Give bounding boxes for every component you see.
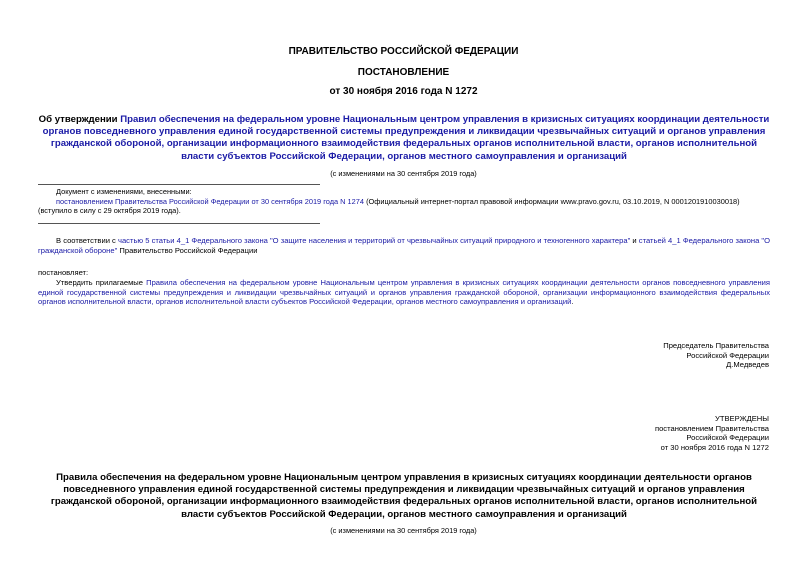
title-changes-note: (с изменениями на 30 сентября 2019 года)	[330, 169, 477, 178]
signature-position: Председатель Правительства	[663, 341, 769, 350]
title-rules-link[interactable]: Правил обеспечения на федеральном уровне Национальным центром управления в кризисных ситуациях координации деятельности органов повседневного управления единой государственной системы предупреждения и ликвидации чрезвычайных ситуаций и органов управления гражданской обороной, организации информационного взаимодействия федеральных органов исполнительной власти, органов исполнительной власти субъектов Российской Федерации, органов местного самоуправления и организаций	[42, 114, 770, 162]
document-date-number: от 30 ноября 2016 года N 1272	[329, 86, 478, 97]
approval-decree: постановлением Правительства	[654, 423, 769, 433]
signature-country: Российской Федерации	[686, 350, 769, 360]
government-heading: ПРАВИТЕЛЬСТВО РОССИЙСКОЙ ФЕДЕРАЦИИ	[288, 46, 519, 57]
approval-block	[500, 414, 769, 452]
approval-heading: УТВЕРЖДЕНЫ	[715, 414, 769, 423]
signature-name: Д.Медведев	[726, 360, 769, 370]
basis-paragraph	[38, 236, 770, 255]
basis-law-link-2[interactable]: статьей 4_1 Федерального закона "О гражданской обороне"	[38, 236, 771, 255]
bottom-divider	[38, 223, 320, 224]
title-prefix: Об утверждении	[38, 114, 121, 125]
changes-detail	[38, 197, 770, 216]
basis-middle: и	[630, 236, 639, 245]
approval-date: от 30 ноября 2016 года N 1272	[660, 442, 769, 452]
top-divider	[38, 184, 320, 185]
changes-source: (Официальный интернет-портал правовой информации www.pravo.gov.ru, 03.10.2019, N 0001201910030018) (вступило в силу с 29 октября 2019 года).	[38, 197, 740, 216]
amending-decree-link[interactable]: постановлением Правительства Российской Федерации от 30 сентября 2019 года N 1274	[56, 197, 365, 206]
document-title	[38, 114, 770, 163]
rules-title: Правила обеспечения на федеральном уровне Национальным центром управления в кризисных ситуациях координации деятельности органов повседневного управления единой государственной системы предупреждения и ликвидации чрезвычайных ситуаций и органов управления гражданской обороной, организации информационного взаимодействия федеральных органов исполнительной власти, органов исполнительной власти субъектов Российской Федерации, органов местного самоуправления и организаций	[50, 472, 758, 520]
decree-rules-link[interactable]: Правила обеспечения на федеральном уровне Национальным центром управления в кризисных ситуациях координации деятельности органов повседневного управления единой государственной системы предупреждения и ликвидации чрезвычайных ситуаций и органов управления гражданской обороной, организации информационного взаимодействия федеральных органов исполнительной власти, органов исполнительной власти субъектов Российской Федерации, органов местного самоуправления и организаций	[38, 278, 770, 307]
decree-prefix: Утвердить прилагаемые	[56, 278, 147, 287]
decree-label: постановляет:	[38, 268, 89, 277]
basis-suffix: Правительство Российской Федерации	[117, 245, 258, 255]
approval-country: Российской Федерации	[686, 433, 769, 443]
document-type: ПОСТАНОВЛЕНИЕ	[357, 67, 450, 78]
decree-suffix: .	[571, 297, 574, 307]
signature-block	[500, 341, 769, 370]
basis-prefix: В соответствии с	[56, 236, 118, 245]
rules-changes-note: (с изменениями на 30 сентября 2019 года)	[330, 526, 477, 535]
changes-label: Документ с изменениями, внесенными:	[56, 187, 192, 196]
decree-paragraph	[38, 278, 770, 307]
basis-law-link-1[interactable]: частью 5 статьи 4_1 Федерального закона "О защите населения и территорий от чрезвычайных ситуаций природного и техногенного характера"	[118, 236, 631, 245]
